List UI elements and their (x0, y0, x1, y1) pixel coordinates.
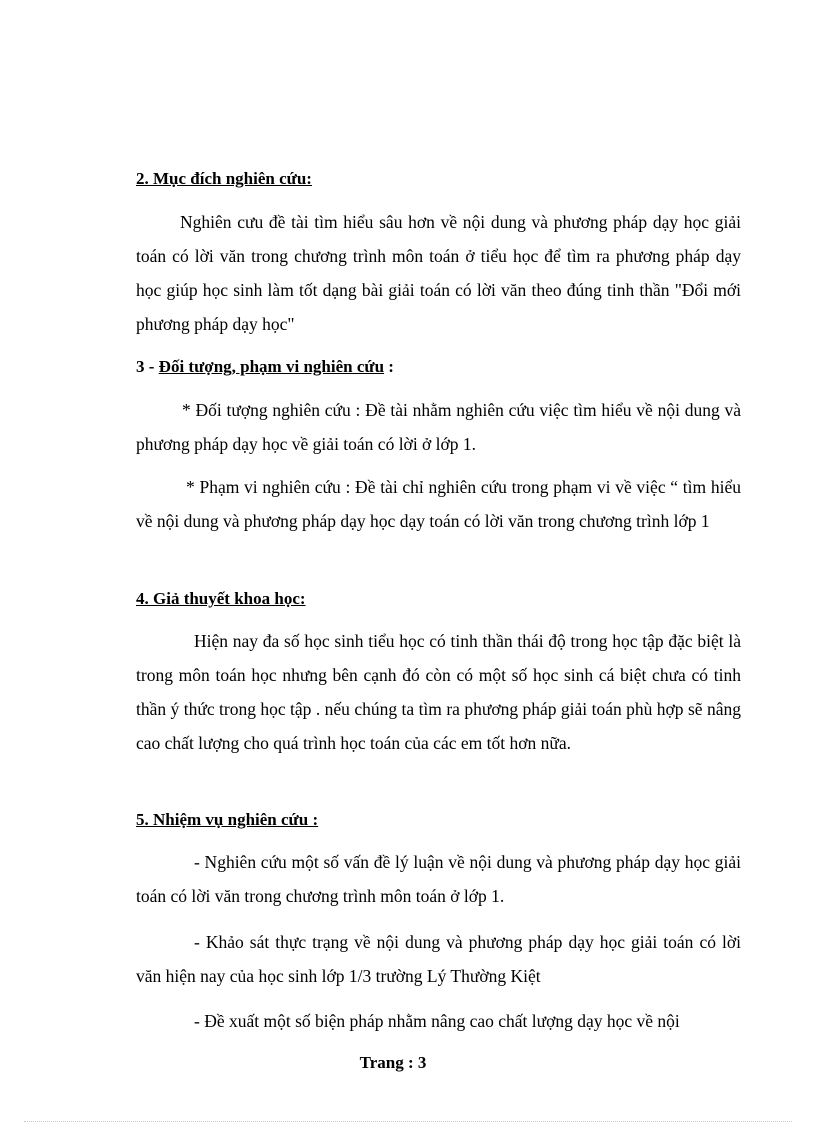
section-3-paragraph-scope (136, 470, 741, 538)
section-2-heading-text: 2. Mục đích nghiên cứu: (136, 169, 312, 188)
section-3-heading-prefix: 3 - (136, 357, 159, 376)
section-5-item-1 (136, 845, 741, 913)
section-2-heading (136, 168, 741, 190)
section-3-heading-underlined: Đối tượng, phạm vi nghiên cứu (158, 357, 385, 376)
section-3-heading (136, 356, 741, 378)
page-number: Trang : 3 (359, 1053, 427, 1072)
section-4-paragraph-text: Hiện nay đa số học sinh tiểu học có tinh thần thái độ trong học tập đặc biệt là trong môn toán học nhưng bên cạnh đó còn có một số học sinh cá biệt chưa có tinh thần ý thức trong học tập . nếu chúng ta tìm ra phương pháp giải toán phù hợp sẽ nâng cao chất lượng cho quá trình học toán của các em tốt hơn nữa. (136, 631, 741, 753)
section-3-heading-suffix: : (384, 357, 394, 376)
page-bottom-divider (24, 1121, 792, 1122)
section-2-paragraph (136, 205, 741, 341)
section-5-item-2-text: - Khảo sát thực trạng về nội dung và phương pháp dạy học giải toán có lời văn hiện nay của học sinh lớp 1/3 trường Lý Thường Kiệt (136, 932, 741, 986)
section-4-heading (136, 588, 741, 610)
section-3-paragraph-object (136, 393, 741, 461)
section-3-paragraph-object-text: * Đối tượng nghiên cứu : Đề tài nhằm nghiên cứu việc tìm hiểu về nội dung và phương pháp dạy học về giải toán có lời ở lớp 1. (136, 400, 741, 454)
section-5-item-2 (136, 925, 741, 993)
section-5-heading (136, 809, 741, 831)
section-4-heading-text: 4. Giả thuyết khoa học: (136, 589, 306, 608)
section-5-item-1-text: - Nghiên cứu một số vấn đề lý luận về nội dung và phương pháp dạy học giải toán có lời văn trong chương trình môn toán ở lớp 1. (136, 852, 741, 906)
section-2-paragraph-text: Nghiên cưu đề tài tìm hiểu sâu hơn về nội dung và phương pháp dạy học giải toán có lời văn trong chương trình môn toán ở tiểu học để tìm ra phương pháp dạy học giúp học sinh làm tốt dạng bài giải toán có lời văn theo đúng tinh thần "Đổi mới phương pháp dạy học" (136, 212, 741, 334)
page-footer (0, 1052, 816, 1074)
section-5-item-3 (136, 1004, 741, 1038)
section-5-heading-text: 5. Nhiệm vụ nghiên cứu : (136, 810, 319, 829)
section-5-item-3-text: - Đề xuất một số biện pháp nhằm nâng cao chất lượng dạy học về nội (194, 1011, 680, 1031)
section-4-paragraph (136, 624, 741, 760)
section-3-paragraph-scope-text: * Phạm vi nghiên cứu : Đề tài chỉ nghiên cứu trong phạm vi về việc “ tìm hiểu về nội dung và phương pháp dạy học dạy toán có lời văn trong chương trình lớp 1 (136, 477, 741, 531)
